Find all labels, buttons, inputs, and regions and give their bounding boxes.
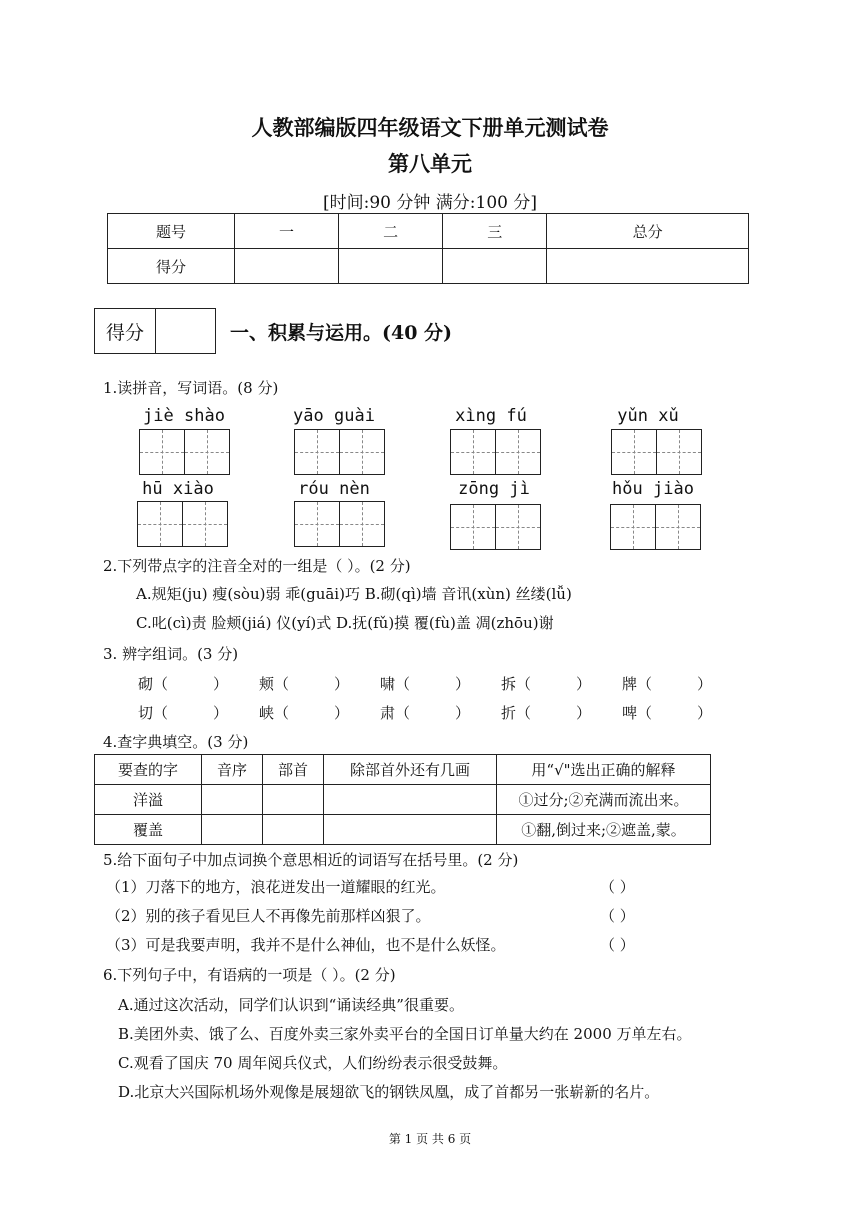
writing-grid[interactable]	[137, 501, 226, 547]
time-info: [时间:90 分钟 满分:100 分]	[322, 193, 537, 213]
q5-blank[interactable]: （ ）	[600, 936, 635, 954]
pinyin-label: xìng fú	[455, 406, 527, 426]
q1-prompt: 1.读拼音，写词语。(8 分)	[103, 379, 279, 397]
q3-item[interactable]: 峡（ ）	[259, 704, 350, 722]
q5-blank[interactable]: （ ）	[600, 907, 635, 925]
q3-item[interactable]: 牌（ ）	[622, 675, 713, 693]
answer-cell[interactable]	[324, 815, 497, 845]
pinyin-label: yāo guài	[293, 406, 375, 426]
q3-item[interactable]: 切（ ）	[138, 704, 229, 722]
table-cell: 覆盖	[95, 815, 202, 845]
table-row	[108, 214, 749, 249]
q6-prompt: 6.下列句子中，有语病的一项是（ ）。(2 分)	[103, 966, 396, 984]
q3-item[interactable]: 啤（ ）	[622, 704, 713, 722]
page-footer: 第 1 页 共 6 页	[388, 1132, 472, 1146]
q3-item[interactable]: 啸（ ）	[380, 675, 471, 693]
answer-cell[interactable]	[202, 785, 263, 815]
q3-item[interactable]: 肃（ ）	[380, 704, 471, 722]
q5-prompt: 5.给下面句子中加点词换个意思相近的词语写在括号里。(2 分)	[103, 851, 519, 869]
table-cell: 总分	[547, 214, 749, 249]
q2-options-ab: A.规矩(ju) 瘦(sòu)弱 乖(guāi)巧 B.砌(qì)墙 音讯(xùn) 丝缕(lǚ)	[136, 585, 572, 603]
pinyin-label: róu nèn	[298, 479, 370, 499]
q3-item[interactable]: 拆（ ）	[501, 675, 592, 693]
q3-prompt: 3. 辨字组词。(3 分)	[103, 645, 239, 663]
section-score-label: 得分	[95, 309, 156, 353]
table-row	[95, 755, 711, 785]
score-table	[107, 213, 749, 284]
answer-cell[interactable]	[202, 815, 263, 845]
unit-title: 第八单元	[388, 151, 472, 176]
table-header: 除部首外还有几画	[324, 755, 497, 785]
table-cell: 得分	[108, 249, 235, 284]
q6-option[interactable]: D.北京大兴国际机场外观像是展翅欲飞的钢铁凤凰，成了首都另一张崭新的名片。	[118, 1083, 660, 1101]
table-cell: 二	[339, 214, 443, 249]
table-cell[interactable]: ①翻,倒过来;②遮盖,蒙。	[497, 815, 711, 845]
writing-grid[interactable]	[450, 504, 539, 550]
table-header: 部首	[263, 755, 324, 785]
score-input-cell[interactable]	[339, 249, 443, 284]
table-cell: 三	[443, 214, 547, 249]
writing-grid[interactable]	[294, 429, 383, 475]
q5-item: （3）可是我要声明，我并不是什么神仙，也不是什么妖怪。	[106, 936, 506, 954]
writing-grid[interactable]	[294, 501, 383, 547]
q6-option[interactable]: C.观看了国庆 70 周年阅兵仪式，人们纷纷表示很受鼓舞。	[118, 1054, 508, 1072]
q3-row	[138, 673, 738, 694]
table-cell: 洋溢	[95, 785, 202, 815]
table-header: 用“√"选出正确的解释	[497, 755, 711, 785]
table-cell: 题号	[108, 214, 235, 249]
q3-item[interactable]: 砌（ ）	[138, 675, 229, 693]
table-cell[interactable]: ①过分;②充满而流出来。	[497, 785, 711, 815]
pinyin-label: yǔn xǔ	[617, 406, 679, 426]
q6-option[interactable]: B.美团外卖、饿了么、百度外卖三家外卖平台的全国日订单量大约在 2000 万单左右。	[118, 1025, 692, 1043]
answer-cell[interactable]	[324, 785, 497, 815]
q3-item[interactable]: 折（ ）	[501, 704, 592, 722]
score-input-cell[interactable]	[235, 249, 339, 284]
writing-grid[interactable]	[139, 429, 228, 475]
table-cell: 一	[235, 214, 339, 249]
score-input-cell[interactable]	[443, 249, 547, 284]
answer-cell[interactable]	[263, 785, 324, 815]
section-score-input[interactable]	[156, 309, 215, 353]
answer-cell[interactable]	[263, 815, 324, 845]
table-row	[108, 249, 749, 284]
pinyin-label: zōng jì	[458, 479, 530, 499]
table-header: 音序	[202, 755, 263, 785]
dictionary-table	[94, 754, 711, 845]
q4-prompt: 4.查字典填空。(3 分)	[103, 733, 249, 751]
writing-grid[interactable]	[611, 429, 700, 475]
q2-options-cd: C.叱(cì)责 脸颊(jiá) 仪(yí)式 D.抚(fǔ)摸 覆(fù)盖 凋(zhōu)谢	[136, 614, 554, 632]
q2-prompt: 2.下列带点字的注音全对的一组是（ ）。(2 分)	[103, 557, 411, 575]
pinyin-label: hū xiào	[142, 479, 214, 499]
q5-item: （1）刀落下的地方，浪花迸发出一道耀眼的红光。	[106, 878, 446, 896]
q5-item: （2）别的孩子看见巨人不再像先前那样凶狠了。	[106, 907, 431, 925]
q3-item[interactable]: 颊（ ）	[259, 675, 350, 693]
section-score-box	[94, 308, 216, 354]
writing-grid[interactable]	[610, 504, 699, 550]
q6-option[interactable]: A.通过这次活动，同学们认识到“诵读经典”很重要。	[118, 996, 464, 1014]
table-header: 要查的字	[95, 755, 202, 785]
q5-blank[interactable]: （ ）	[600, 878, 635, 896]
table-row	[95, 785, 711, 815]
q3-row	[138, 702, 738, 723]
section-heading: 一、积累与运用。(40 分)	[230, 322, 453, 344]
pinyin-label: hǒu jiào	[612, 479, 694, 499]
page-title: 人教部编版四年级语文下册单元测试卷	[251, 115, 609, 140]
writing-grid[interactable]	[450, 429, 539, 475]
pinyin-label: jiè shào	[143, 406, 225, 426]
table-row	[95, 815, 711, 845]
score-input-cell[interactable]	[547, 249, 749, 284]
